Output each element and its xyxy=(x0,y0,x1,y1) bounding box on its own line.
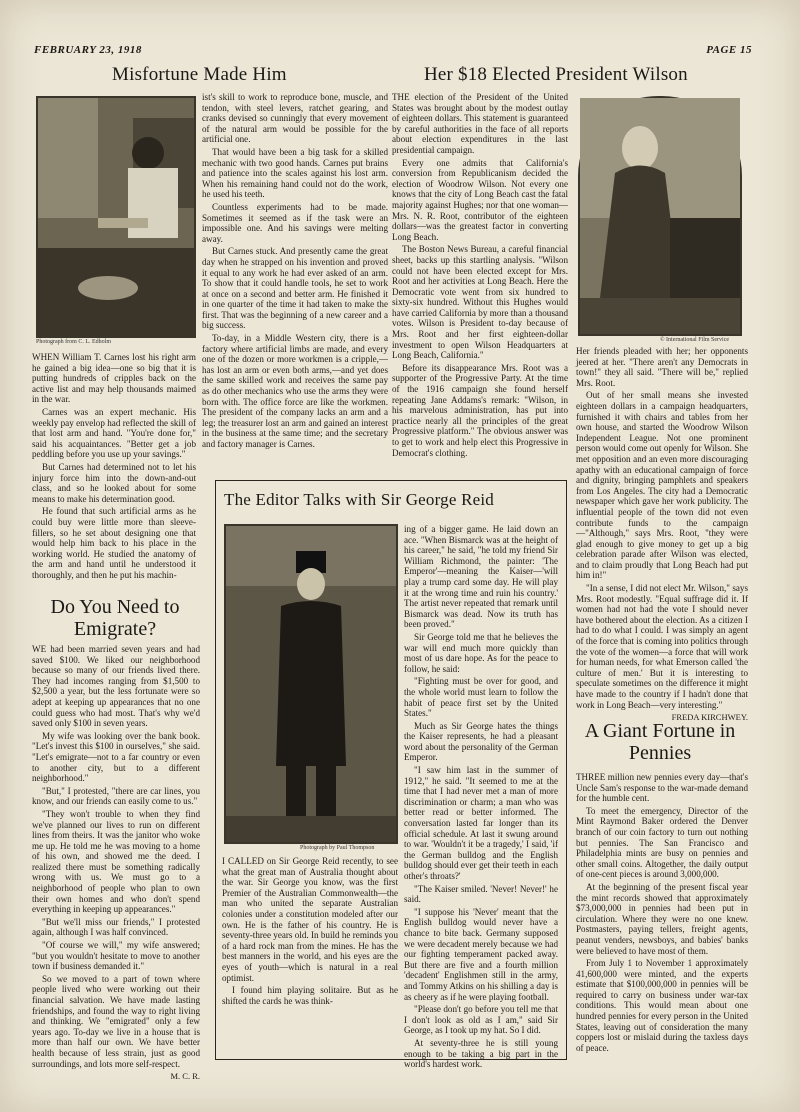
emigrate-paragraph: "They won't trouble to when they find we've planned our lives to run on different lines from theirs. It was the janitor who woke me up. He told me he was moving to a home of his own, and showed me the deed. I realized there must be something radically wrong with us. We must go to a neighborhood of people who plan to own their own homes and who don't spend everything in keeping up appearances." xyxy=(32,808,200,915)
pennies-title: A Giant Fortune in Pennies xyxy=(584,720,736,764)
misfortune-paragraph: Carnes was an expert mechanic. His weekly pay envelop had reflected the skill of that lost arm and hand. "You're done for," said his acquaintances. "Better get a job peddling before you use up your savings." xyxy=(32,406,196,460)
editor-paragraph: Sir George told me that he believes the war will end much more quickly than most of us dare hope. As for the peace to follow, he said: xyxy=(404,631,558,674)
editor-paragraph: "Fighting must be over for good, and the whole world must learn to follow the habit of peace first set by the United States." xyxy=(404,676,558,719)
editor-paragraph: "I saw him last in the summer of 1912," he said. "It seemed to me at the time that I had never met a man of more discrimination or charm; a man who was better read or better informed. The conversation lasted far longer than its official schedule. At last it swung around to war. 'Wouldn't it be a tragedy,' I said, 'if the German bulldog and the English bulldog should ever get their teeth in each other's throats?' xyxy=(404,765,558,881)
root-photo-credit: © International Film Service xyxy=(660,337,730,343)
misfortune-title: Misfortune Made Him xyxy=(112,64,287,85)
misfortune-paragraph: He found that such artificial arms as he could buy were little more than sleeve-fillers, so he set about designing one that would help him back to his place in the working world. He studied the anatomy of the arm and hand until he understood it thoroughly, and then he put his machin- xyxy=(32,506,196,580)
emigrate-title: Do You Need to Emigrate? xyxy=(50,596,180,640)
reid-photo-credit: Photograph by Paul Thompson xyxy=(300,845,375,851)
wilson-paragraph: THE election of the President of the United States was brought about by the modest outlay of eighteen dollars. This statement is guaranteed by careful authorities in the face of all reports about election expenditures in the last presidential campaign. xyxy=(392,92,568,155)
editor-paragraph: "The Kaiser smiled. 'Never! Never!' he said. xyxy=(404,883,558,905)
emigrate-paragraph: So we moved to a part of town where people lived who were working out their financial salvation. We have made lasting friendships, and found the way to right living and thinking. We "emigrated" only a few years ago. To-day we live in a house that is more than half our own. We have better health because of less strain, just as good surroundings, and lots more self-respect. xyxy=(32,973,200,1069)
root-photo xyxy=(578,96,742,336)
emigrate-paragraph: WE had been married seven years and had saved $100. We liked our neighborhood because so many of our friends lived there. They had incomes ranging from $1,500 to $2,500 a year, but the less fortunate were so adept at keeping up appearances that no one could guess who had most. That's why we'd saved only $100 in seven years. xyxy=(32,644,200,729)
misfortune-paragraph: WHEN William T. Carnes lost his right arm he gained a big idea—one so big that it is putting hundreds of cripples back on the active list and may help thousands maimed in the war. xyxy=(32,352,196,405)
pennies-paragraph: THREE million new pennies every day—that's Uncle Sam's response to the war-made demand for the humble cent. xyxy=(576,772,748,804)
carnes-photo-credit: Photograph from C. L. Edholm xyxy=(36,339,111,345)
misfortune-paragraph: That would have been a big task for a skilled mechanic with two good hands. Carnes put brains and patience into the scales against his lost arm. When his remaining hand could not do the work, he used his teeth. xyxy=(202,146,388,200)
pennies-paragraph: At the beginning of the present fiscal year the mint records showed that approximately $73,000,000 in pennies had been put in circulation. Where they were no one knew. Postmasters, paying tellers, freight agents, peanut venders, newsboys, and babies' banks were believed to have most of them. xyxy=(576,881,748,956)
emigrate-column xyxy=(32,644,200,1082)
editor-column-2 xyxy=(404,524,558,1070)
emigrate-signature: M. C. R. xyxy=(170,1071,200,1082)
editor-paragraph: I CALLED on Sir George Reid recently, to see what the great man of Australia thought about the war. Sir George you know, was the first Premier of the Australian Commonwealth—the man who united the separate Australian colonies under a constitution modeled after our own. He is the father of his country. He is seventy-three years old. In build he reminds you of a hard rock man from the mines. He has the best manners in the world, and his eyes are the eyes of youth—which is natural in a real optimist. xyxy=(222,856,398,983)
editor-paragraph: "Please don't go before you tell me that I don't look as old as I am," said Sir George, as I took up my hat. So I did. xyxy=(404,1004,558,1036)
misfortune-paragraph: But Carnes had determined not to let his injury force him into the down-and-out class, and so he looked about for some means to make his determination good. xyxy=(32,461,196,504)
editor-paragraph: "I suppose his 'Never' meant that the English bulldog would never have a chance to bite back. Germany supposed we were decadent merely because we had our fighting temperament packed away. But there are five and a fourth million 'decadent' Englishmen still in the army, and Tommy Atkins on his shilling a day is as cheery as if he were playing football. xyxy=(404,906,558,1002)
wilson-title: Her $18 Elected President Wilson xyxy=(424,64,688,85)
editor-paragraph: Much as Sir George hates the things the Kaiser represents, he had a pleasant word about the personality of the German Emperor. xyxy=(404,720,558,763)
emigrate-paragraph: "But," I protested, "there are car lines, you know, and our friends can easily come to us." xyxy=(32,785,200,807)
misfortune-paragraph: To-day, in a Middle Western city, there is a factory where artificial limbs are made, and every one of the dozen or more workmen is a cripple,—has lost an arm or even both arms,—and yet does the same skilled work and receives the same pay as do other mechanics who use the arms they were born with. The office force are like the workmen. The president of the company lacks an arm and a leg; the treasurer lost an arm and gained an interest in the business at the same time; and the secretary and factory manager is Carnes. xyxy=(202,333,388,449)
wilson-paragraph: The Boston News Bureau, a careful financial sheet, backs up this startling analysis. "Wilson could not have been elected except for Mrs. Root and her activities at Long Beach. Here the Democratic vote went from six hundred to sixty-six hundred. Without this Hughes would have carried California by more than a thousand votes. Wilson is President to-day because of Mrs. Root and her first eighteen-dollar investment to open Wilson Headquarters at Long Beach, California." xyxy=(392,244,568,361)
emigrate-paragraph: "Of course we will," my wife answered; "but you wouldn't hesitate to move to another town if business demanded it." xyxy=(32,940,200,972)
editor-paragraph: I found him playing solitaire. But as he shifted the cards he was think- xyxy=(222,985,398,1006)
pennies-column xyxy=(576,772,748,1056)
wilson-paragraph: Before its disappearance Mrs. Root was a supporter of the Progressive Party. At the time of the 1916 campaign she found herself repeating Jane Addams's remark: "Wilson, in his marvelous administration, has put into practice nearly all the principles of the great Progressive platform." The obvious answer was to get to work and help elect this Progressive in Democrat's clothing. xyxy=(392,362,568,458)
editor-paragraph: ing of a bigger game. He laid down an ace. "When Bismarck was at the height of his career," he said, "he told my friend Sir William Richmond, the painter: 'The Emperor'—meaning the Kaiser—'will play a trump card some day. He will play it at the wrong time and ruin his country.' The artist never repeated that remark until Bismarck was dead. Now its truth has been proved." xyxy=(404,524,558,630)
wilson-paragraph: Out of her small means she invested eighteen dollars in a campaign headquarters, furnished it with chairs and tables from her own house, and started the Woodrow Wilson Independent League. Not one prominent person would come out openly for Wilson. She met opposition and an even more discouraging apathy with an educational campaign of force and dignity, bringing pamphlets and speakers from Los Angeles. The city had a Democratic newspaper which gave her work publicity. The influential people of the town did not even contribute funds to the campaign—"Although," says Mrs. Root, "they were glad enough to give money to get up a big celebration parade after Wilson was elected, and to claim proudly that Long Beach had put him in!" xyxy=(576,390,748,581)
misfortune-paragraph: But Carnes stuck. And presently came the great day when he strapped on his invention and proved it equal to any work he had ever asked of an arm. To show that it could handle tools, he set to work at once on a second and better arm. He finished it in one quarter of the time it had taken to make the first. That was the beginning of a new career and a big success. xyxy=(202,246,388,331)
wilson-column-2 xyxy=(576,346,748,730)
page-number: PAGE 15 xyxy=(706,44,752,56)
misfortune-column-1 xyxy=(32,352,196,580)
reid-photo xyxy=(224,524,398,844)
editor-column-1 xyxy=(222,856,398,1052)
misfortune-paragraph: ist's skill to work to reproduce bone, muscle, and tendon, with steel levers, ratchet gearing, and cranks devised so cunningly that every movement of the natural arm would be possible for the artificial one. xyxy=(202,92,388,145)
emigrate-paragraph: "But we'll miss our friends," I protested again, although I was half convinced. xyxy=(32,916,200,938)
page-date: FEBRUARY 23, 1918 xyxy=(34,44,142,56)
wilson-paragraph: Every one admits that California's conversion from Republicanism decided the election of Woodrow Wilson. Not every one knows that the city of Long Beach cast the fatal majority against Hughes; nor that one woman—Mrs. N. R. Root, contributor of the eighteen dollars—was the greatest factor in converting Long Beach. xyxy=(392,157,568,242)
wilson-signature: FREDA KIRCHWEY. xyxy=(671,712,748,723)
editor-paragraph: At seventy-three he is still young enough to be taking a big part in the world's hardest work. xyxy=(404,1037,558,1070)
wilson-paragraph: Her friends pleaded with her; her opponents jeered at her. "There aren't any Democrats in town!" they all said. "There will be," replied Mrs. Root. xyxy=(576,346,748,388)
emigrate-paragraph: My wife was looking over the bank book. "Let's invest this $100 in ourselves," she said. "Let's emigrate—not to a far country or even to another city, but to a different neighborhood." xyxy=(32,730,200,784)
wilson-paragraph: "In a sense, I did not elect Mr. Wilson," says Mrs. Root modestly. "Equal suffrage did it. If women had not had the vote I should never have bothered about the election. As a citizen I had to do what I could. I was simply an agent of the force that is coming into politics through the vote of the women—a force that will work for human needs, for what Emerson called 'the culture of men.' But it is interesting to speculate sometimes on the difference it might have made to the country if I hadn't done that work in Long Beach—very interesting." xyxy=(576,583,748,710)
pennies-paragraph: From July 1 to November 1 approximately 41,600,000 were minted, and the experts estimate that $100,000,000 in pennies will be required to carry on business under war-tax conditions. This would mean about one hundred pennies for every person in the United States, leaving out of consideration the many coppers lost or mislaid during the taxless days of peace. xyxy=(576,958,748,1053)
carnes-photo xyxy=(36,96,196,338)
pennies-paragraph: To meet the emergency, Director of the Mint Raymond Baker ordered the Denver branch of our coin factory to turn out nothing but pennies. The San Francisco and Philadelphia mints are busy on pennies and other small coins. Altogether, the daily output of one-cent pieces is around 3,000,000. xyxy=(576,805,748,880)
editor-title: The Editor Talks with Sir George Reid xyxy=(224,490,494,509)
misfortune-paragraph: Countless experiments had to be made. Sometimes it seemed as if the task were an impossible one. And his savings were melting away. xyxy=(202,201,388,244)
wilson-column-1 xyxy=(392,92,568,466)
misfortune-column-2 xyxy=(202,92,388,468)
